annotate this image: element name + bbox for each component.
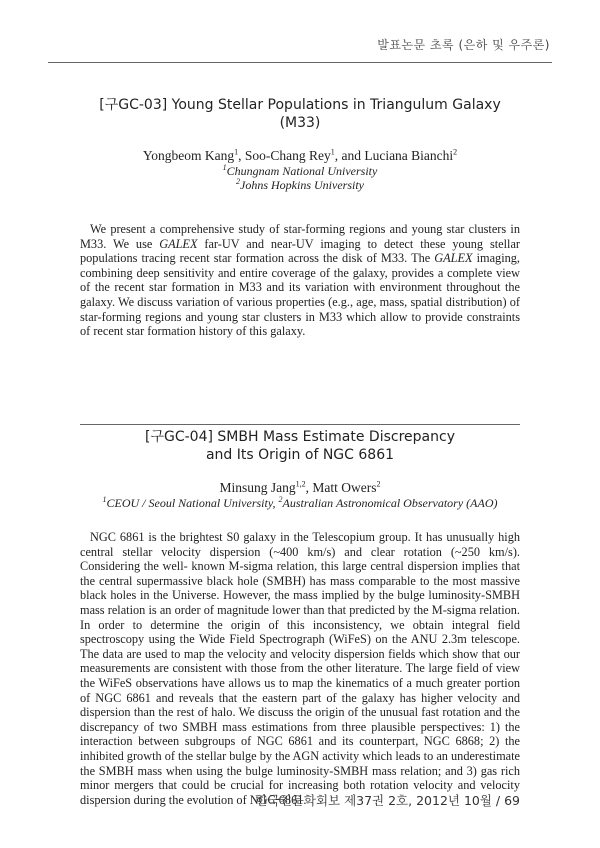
abstract-gc04 bbox=[80, 428, 520, 807]
body-segment: far-UV and near-UV imaging to detect these young stellar populations tracing recent star formation across the disk of M33. The bbox=[80, 236, 521, 266]
author-name: Yongbeom Kang bbox=[142, 148, 235, 163]
abstract-title: [구GC-03] Young Stellar Populations in Triangulum Galaxy (M33) bbox=[99, 97, 501, 131]
affil-mark: 2 bbox=[236, 177, 240, 186]
author-separator: , bbox=[238, 148, 245, 163]
title-line: and Its Origin of NGC 6861 bbox=[205, 447, 395, 463]
title-line: [구GC-04] SMBH Mass Estimate Discrepancy bbox=[145, 429, 455, 445]
author-affil-mark: 2 bbox=[453, 147, 458, 157]
author-list bbox=[80, 480, 520, 496]
abstract-body: NGC 6861 is the brightest S0 galaxy in the Telescopium group. It has unusually high central stellar velocity dispersion (~400 km/s) and clear rotation (~250 km/s). Considering the well- known M-sigma relation, this large central dispersion implies that the central supermassive black hole (SMBH) has mass comparable to the most massive black holes in the Universe. However, the mass implied by the bulge luminosity-SMBH mass relation is an order of magnitude lower than that predicted by the M-sigma relation. In order to determine the origin of this inconsistency, we obtain integral field spectroscopy using the Wide Field Spectrograph (WiFeS) on the ANU 2.3m telescope. The data are used to map the velocity and velocity dispersion fields which show that our measurements are consistent with those from the other literature. The large field of view the WiFeS observations have allows us to map the kinematics of a much greater portion of NGC 6861 and reveals that the eastern part of the galaxy has higher velocity and dispersion than the rest of halo. We discuss the origin of the unusual fast rotation and the discrepancy of two SMBH mass estimations from three plausible perspectives: 1) the interaction between subgroups of NGC 6861 and its counterpart, NGC 6868; 2) the inhibited growth of the stellar bulge by the AGN activity which leads to an underestimate the SMBH mass when using the bulge luminosity-SMBH mass relation; and 3) gas rich minor mergers that could be crucial for increasing both rotation velocity and velocity dispersion during the evolution of NGC 6861. bbox=[80, 530, 520, 807]
affil-mark: 1 bbox=[102, 495, 107, 504]
author-name: Matt Owers bbox=[312, 480, 377, 495]
abstract-body bbox=[80, 222, 520, 339]
author-name: Minsung Jang bbox=[219, 480, 296, 495]
affil-mark: 2 bbox=[278, 495, 283, 504]
author-name: Soo-Chang Rey bbox=[244, 148, 331, 163]
author-separator: , bbox=[305, 480, 313, 495]
body-segment-italic: GALEX bbox=[434, 251, 473, 266]
running-header: 발표논문 초록 (은하 및 우주론) bbox=[377, 38, 550, 52]
author-separator: , and bbox=[334, 148, 365, 163]
author-affil-mark: 1,2 bbox=[295, 479, 306, 489]
affiliation bbox=[80, 178, 520, 192]
abstract-gc03 bbox=[80, 96, 520, 339]
affil-name: Johns Hopkins University bbox=[240, 178, 364, 192]
body-segment: We present a comprehensive study of star-forming regions and young star clusters in M33. We use bbox=[80, 222, 520, 251]
page-footer: 한국천문학회보 제37권 2호, 2012년 10월 / 69 bbox=[255, 793, 520, 808]
author-list bbox=[80, 148, 520, 164]
affiliation bbox=[80, 164, 520, 178]
section-divider bbox=[80, 424, 520, 425]
affil-name: Australian Astronomical Observatory (AAO) bbox=[282, 496, 498, 510]
body-segment-italic: GALEX bbox=[159, 236, 198, 251]
abstract-title bbox=[80, 428, 520, 464]
header-divider bbox=[48, 62, 552, 63]
author-affil-mark: 1 bbox=[330, 147, 335, 157]
author-affil-mark: 2 bbox=[376, 479, 381, 489]
affil-name: Chungnam National University bbox=[226, 164, 378, 178]
author-affil-mark: 1 bbox=[234, 147, 239, 157]
affil-mark: 1 bbox=[222, 163, 227, 172]
author-name: Luciana Bianchi bbox=[364, 148, 454, 163]
affil-name: CEOU / Seoul National University, bbox=[106, 496, 279, 510]
body-segment: imaging, combining deep sensitivity and entire coverage of the galaxy, provides a complete view of the recent star formation in M33 and its variation with environment throughout the galaxy. We discuss variation of various properties (e.g., age, mass, spatial distribution) of star-forming regions and young star clusters in M33 which allow to provide constraints of recent star formation history of this galaxy. bbox=[80, 251, 520, 339]
affiliation bbox=[80, 496, 520, 510]
